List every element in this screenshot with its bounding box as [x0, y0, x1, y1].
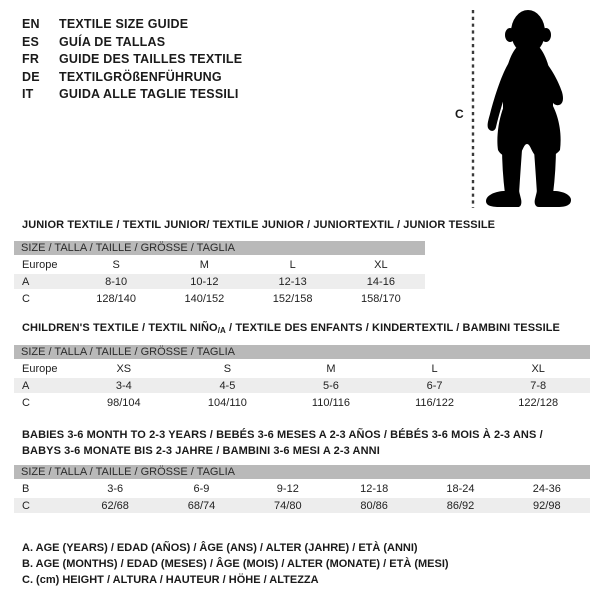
size-cell: 122/128	[518, 396, 559, 409]
table-row	[14, 291, 425, 306]
size-header-bar	[14, 465, 590, 479]
size-cell: 6-9	[193, 482, 210, 495]
lang-title: GUÍA DE TALLAS	[59, 34, 166, 49]
title-text: / TEXTILE DES ENFANTS / KINDERTEXTIL / BAMBINI TESSILE	[225, 322, 560, 334]
footnote-b: B. AGE (MONTHS) / EDAD (MESES) / ÂGE (MOIS) / ALTER (MONATE) / ETÀ (MESI)	[22, 558, 449, 570]
lang-title: TEXTILE SIZE GUIDE	[59, 17, 189, 31]
toddler-silhouette-icon	[476, 6, 576, 208]
title-line-2: BABYS 3-6 MONATE BIS 2-3 JAHRE / BAMBINI 3-6 MESI A 2-3 ANNI	[22, 445, 380, 457]
size-cell: 80/86	[331, 498, 417, 513]
size-cell: 18-24	[446, 482, 475, 495]
lang-row-en	[22, 16, 242, 34]
size-cell: 98/104	[106, 396, 141, 409]
size-cell: 10-12	[160, 274, 248, 289]
row-label: C	[22, 396, 30, 409]
footnote-c: C. (cm) HEIGHT / ALTURA / HAUTEUR / HÖHE / ALTEZZA	[22, 574, 319, 586]
lang-code: DE	[22, 69, 40, 84]
size-cell: XS	[116, 362, 132, 375]
size-cell: 140/152	[184, 292, 225, 305]
lang-title: GUIDA ALLE TAGLIE TESSILI	[59, 87, 239, 101]
lang-row-fr	[22, 51, 242, 69]
size-cell: 7-8	[486, 378, 590, 393]
babies-size-table	[14, 463, 590, 515]
size-cell: L	[289, 258, 296, 271]
size-cell: 116/122	[415, 396, 455, 409]
size-cell: 68/74	[158, 498, 244, 513]
size-cell: S	[223, 362, 232, 375]
size-header-bar	[14, 241, 425, 255]
size-cell: 6-7	[383, 378, 487, 393]
table-row	[14, 361, 590, 376]
lang-code: IT	[22, 87, 34, 101]
lang-title: GUIDE DES TAILLES TEXTILE	[59, 52, 243, 66]
lang-row-it	[22, 86, 242, 104]
junior-size-table	[14, 239, 425, 308]
table-row	[14, 498, 590, 513]
row-label: Europe	[22, 258, 58, 271]
row-label: C	[22, 292, 30, 305]
children-section-title	[22, 320, 560, 339]
title-text: CHILDREN'S TEXTILE / TEXTIL NIÑO	[22, 322, 218, 334]
table-row	[14, 378, 590, 393]
size-cell: 12-18	[360, 482, 389, 495]
lang-row-de	[22, 69, 242, 87]
footnote-a: A. AGE (YEARS) / EDAD (AÑOS) / ÂGE (ANS) / ALTER (JAHRE) / ETÀ (ANNI)	[22, 542, 418, 554]
table-row	[14, 274, 425, 289]
junior-section-title: JUNIOR TEXTILE / TEXTIL JUNIOR/ TEXTILE JUNIOR / JUNIORTEXTIL / JUNIOR TESSILE	[22, 219, 496, 231]
size-cell: S	[112, 258, 120, 271]
footnotes	[22, 540, 449, 588]
size-cell: L	[431, 362, 438, 375]
size-header-label: SIZE / TALLA / TAILLE / GRÖSSE / TAGLIA	[14, 465, 590, 479]
row-label: C	[14, 498, 72, 513]
size-cell: 128/140	[96, 292, 136, 305]
size-cell: M	[326, 362, 336, 375]
height-measure-line	[471, 10, 475, 208]
size-cell: 4-5	[176, 378, 280, 393]
size-cell: 12-13	[249, 274, 337, 289]
lang-code: EN	[22, 17, 40, 31]
size-cell: M	[199, 258, 209, 271]
size-cell: 104/110	[207, 396, 247, 409]
title-line-1: BABIES 3-6 MONTH TO 2-3 YEARS / BEBÉS 3-6 MESES A 2-3 AÑOS / BÉBÉS 3-6 MOIS À 2-3 ANS /	[22, 429, 543, 441]
height-measure-label: C	[455, 107, 464, 121]
size-cell: 5-6	[279, 378, 383, 393]
row-label: A	[14, 378, 72, 393]
lang-row-es	[22, 34, 242, 52]
size-cell: 74/80	[245, 498, 331, 513]
size-cell: 3-4	[72, 378, 176, 393]
babies-section-title	[22, 427, 543, 459]
size-cell: 14-16	[337, 274, 425, 289]
size-cell: XL	[531, 362, 545, 375]
lang-title: TEXTILGRÖßENFÜHRUNG	[59, 69, 222, 84]
size-cell: 158/170	[360, 292, 401, 305]
table-row	[14, 257, 425, 272]
size-cell: 152/158	[272, 292, 313, 305]
language-title-list	[22, 16, 242, 104]
size-header-bar	[14, 345, 590, 359]
size-cell: 3-6	[107, 482, 124, 495]
children-size-table	[14, 343, 590, 412]
lang-code: ES	[22, 34, 40, 49]
size-cell: 62/68	[72, 498, 158, 513]
size-cell: 8-10	[72, 274, 160, 289]
size-cell: 92/98	[504, 498, 590, 513]
size-cell: XL	[374, 258, 388, 271]
table-row	[14, 395, 590, 410]
table-row	[14, 481, 590, 496]
row-label: Europe	[22, 362, 58, 375]
title-subscript: /A	[217, 326, 226, 335]
size-header-label: SIZE / TALLA / TAILLE / GRÖSSE / TAGLIA	[14, 345, 590, 359]
size-cell: 24-36	[532, 482, 561, 495]
size-cell: 9-12	[276, 482, 299, 495]
row-label: B	[22, 482, 30, 495]
lang-code: FR	[22, 52, 40, 66]
size-cell: 86/92	[417, 498, 503, 513]
size-header-label: SIZE / TALLA / TAILLE / GRÖSSE / TAGLIA	[14, 241, 425, 255]
size-cell: 110/116	[311, 396, 351, 409]
row-label: A	[14, 274, 72, 289]
